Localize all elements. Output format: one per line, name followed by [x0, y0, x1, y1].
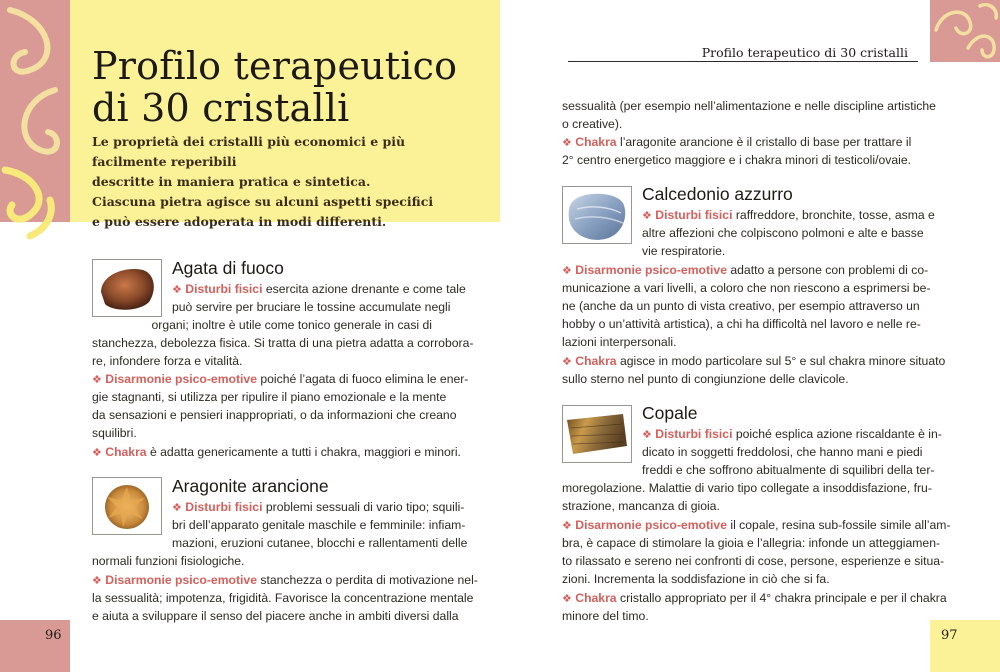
copale-line: strazione, mancanza di gioia.: [562, 499, 720, 513]
copale-title: Copale: [642, 403, 698, 423]
page-title: [92, 45, 457, 129]
calcedonio-line: hobby o un’attività artistica), a chi ha difficoltà nel lavoro e nelle re-: [562, 317, 921, 331]
calcedonio-line: ❖ Disarmonie psico-emotive adatto a persone con problemi di co-: [562, 263, 929, 277]
copale-line: moregolazione. Malattie di vario tipo collegate a insoddisfazione, fru-: [562, 481, 932, 495]
agata-di-fuoco-image: [92, 259, 162, 317]
page-number-right: 97: [941, 628, 958, 643]
aragonite-line: e aiuta a sviluppare il senso del piacere anche in ambiti diversi dalla: [92, 609, 459, 623]
aragonite-line: o creative).: [562, 117, 623, 131]
calcedonio-line: ❖ Chakra agisce in modo particolare sul 5° e sul chakra minore situato: [562, 354, 946, 368]
calcedonio-line: ne (anche da un punto di vista creativo, per esempio attraverso un: [562, 299, 920, 313]
aragonite-line: sessualità (per esempio nell’alimentazione e nelle discipline artistiche: [562, 99, 936, 113]
calcedonio-line: sullo sterno nel punto di congiunzione delle clavicole.: [562, 372, 849, 386]
agata-line: stanchezza, debolezza fisica. Si tratta di una pietra adatta a corrobora-: [92, 336, 474, 350]
agata-line: ❖ Chakra è adatta genericamente a tutti i chakra, maggiori e minori.: [92, 445, 461, 459]
aragonite-line: ❖ Disturbi fisici problemi sessuali di vario tipo; squili-: [172, 500, 465, 514]
aragonite-line: mazioni, eruzioni cutanee, blocchi e rallentamenti delle: [172, 536, 468, 550]
calcedonio-line: altre affezioni che colpiscono polmoni e alte e basse: [642, 226, 924, 240]
calcedonio-title: Calcedonio azzurro: [642, 184, 793, 204]
calcedonio-line: vie respiratorie.: [642, 244, 726, 258]
aragonite-line: la sessualità; impotenza, frigidità. Favorisce la concentrazione mentale: [92, 591, 474, 605]
agata-line: gie stagnanti, si utilizza per ripulire il piano emozionale e la mente: [92, 390, 447, 404]
agata-line: da sensazioni e pensieri inappropriati, o da informazioni che creano: [92, 408, 457, 422]
swirl-ornament-icon: [930, 0, 1000, 62]
agata-line: organi; inoltre è utile come tonico generale in casi di: [151, 318, 432, 332]
calcedonio-line: lazioni interpersonali.: [562, 335, 677, 349]
copale-line: bra, è capace di stimolare la gioia e l’allegria: infonde un atteggiamen-: [562, 536, 941, 550]
aragonite-line: ❖ Disarmonie psico-emotive stanchezza o perdita di motivazione nel-: [92, 573, 478, 587]
agata-line: ❖ Disturbi fisici esercita azione drenante e come tale: [172, 282, 466, 296]
calcedonio-line: ❖ Disturbi fisici raffreddore, bronchite, tosse, asma e: [642, 208, 935, 222]
agata-line: può servire per bruciare le tossine accumulate negli: [172, 300, 451, 314]
agata-line: re, infondere forza e vitalità.: [92, 354, 243, 368]
copale-line: dicato in soggetti freddolosi, che hanno mani e piedi: [642, 445, 923, 459]
title-line-2: di 30 cristalli: [92, 86, 350, 130]
subtitle-line: descritte in maniera pratica e sintetica.: [92, 174, 371, 189]
agata-line: ❖ Disarmonie psico-emotive poiché l’agata di fuoco elimina le ener-: [92, 372, 469, 386]
calcedonio-line: municazione a vari livelli, a coloro che non riescono a esprimersi be-: [562, 281, 931, 295]
copale-line: freddi e che soffrono abitualmente di squilibri della ter-: [642, 463, 935, 477]
copale-image: [562, 405, 632, 463]
subtitle-line: Le proprietà dei cristalli più economici e più facilmente reperibili: [92, 134, 406, 169]
aragonite-title: Aragonite arancione: [172, 476, 329, 496]
agata-line: squilibri.: [92, 426, 137, 440]
aragonite-line: normali funzioni fisiologiche.: [92, 554, 245, 568]
aragonite-line: ❖ Chakra l’aragonite arancione è il cristallo di base per trattare il: [562, 135, 912, 149]
copale-line: to rilassato e sereno nei confronti di cose, persone, esperienze e situa-: [562, 554, 945, 568]
aragonite-line: 2° centro energetico maggiore e i chakra minori di testicoli/ovaie.: [562, 153, 912, 167]
corner-decoration-top-right: [930, 0, 1000, 62]
subtitle-line: e può essere adoperata in modi differenti.: [92, 214, 387, 229]
aragonite-arancione-image: [92, 477, 162, 535]
running-header-text: Profilo terapeutico di 30 cristalli: [701, 45, 908, 60]
copale-line: ❖ Disturbi fisici poiché esplica azione riscaldante è in-: [642, 427, 942, 441]
intro-subtitle: [92, 132, 482, 232]
copale-line: ❖ Disarmonie psico-emotive il copale, resina sub-fossile simile all’am-: [562, 518, 951, 532]
calcedonio-azzurro-image: [562, 186, 632, 244]
copale-line: minore del timo.: [562, 609, 649, 623]
swirl-ornament-icon: [0, 0, 70, 240]
page-number-left: 96: [45, 628, 62, 643]
subtitle-line: Ciascuna pietra agisce su alcuni aspetti specifici: [92, 194, 434, 209]
copale-line: zioni. Incrementa la soddisfazione in ciò che si fa.: [562, 572, 830, 586]
title-line-1: Profilo terapeutico: [92, 44, 458, 88]
copale-line: ❖ Chakra cristallo appropriato per il 4° chakra principale e per il chakra: [562, 591, 947, 605]
aragonite-line: bri dell’apparato genitale maschile e femminile: infiam-: [172, 518, 466, 532]
corner-decoration-top-left: [0, 0, 70, 222]
agata-title: Agata di fuoco: [172, 258, 284, 278]
running-header: [568, 40, 918, 62]
